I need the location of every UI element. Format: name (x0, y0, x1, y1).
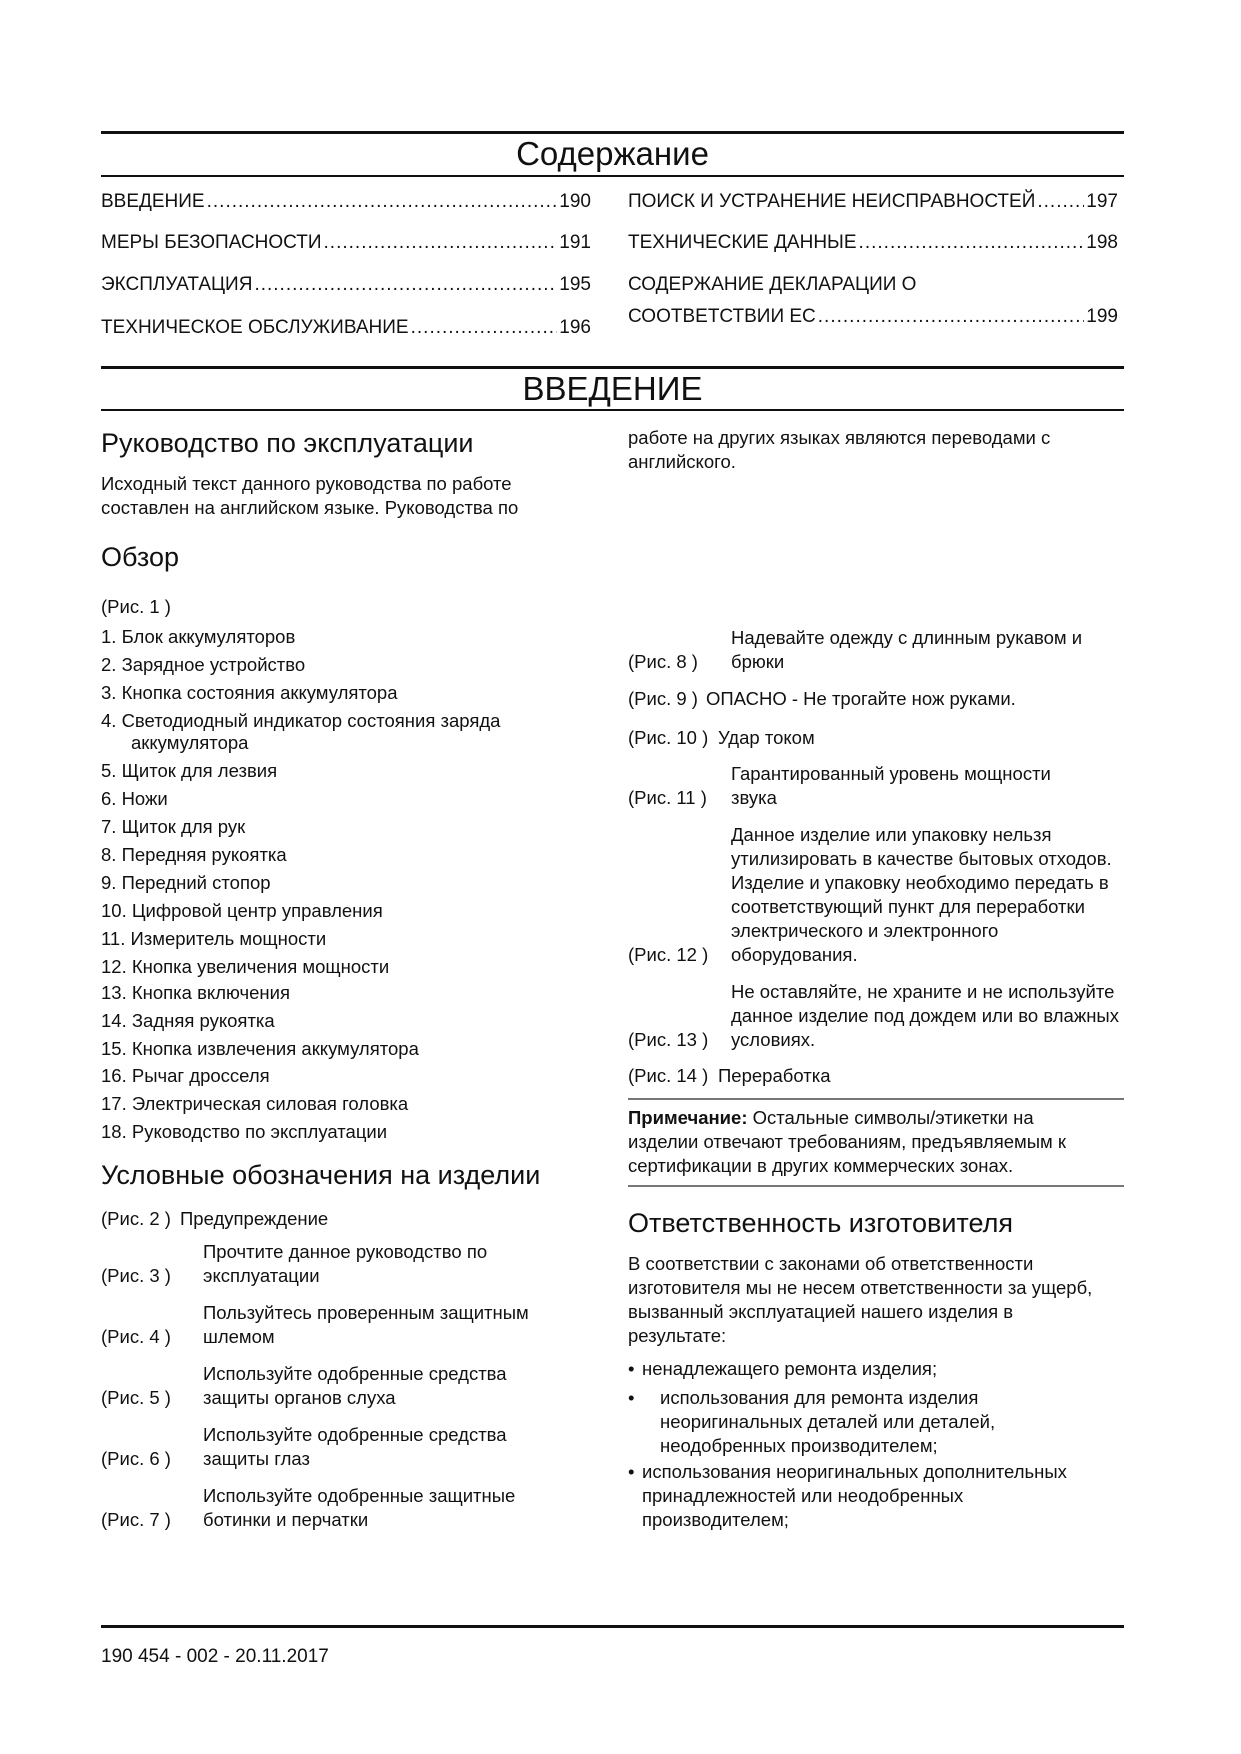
overview-figure-ref: (Рис. 1 ) (101, 596, 171, 617)
list-item: 7. Щиток для рук (101, 816, 246, 837)
symbol-ref: (Рис. 5 ) (101, 1387, 171, 1408)
list-item: 15. Кнопка извлечения аккумулятора (101, 1038, 419, 1059)
symbol-ref: (Рис. 12 ) (628, 944, 709, 965)
symbol-text: Данное изделие или упаковку нельзя утилизировать в качестве бытовых отходов. Изделие и упаковку необходимо передать в соответствующий пункт для переработки электрического и электронного оборудования. (731, 824, 1112, 965)
symbol-text: Не оставляйте, не храните и не используйте данное изделие под дождем или во влажных условиях. (731, 981, 1119, 1050)
list-item: аккумулятора (131, 732, 249, 753)
symbol-text: Используйте одобренные средства защиты органов слуха (203, 1363, 507, 1408)
symbol-text: Пользуйтесь проверенным защитным шлемом (203, 1302, 529, 1347)
symbol-ref: (Рис. 9 ) (628, 688, 698, 709)
toc-entry-safety[interactable]: МЕРЫ БЕЗОПАСНОСТИ ..... 191 (101, 231, 591, 255)
bullet-icon: • (628, 1387, 635, 1408)
list-item: 2. Зарядное устройство (101, 654, 306, 675)
list-item: 4. Светодиодный индикатор состояния заряда (101, 710, 501, 731)
list-item: 5. Щиток для лезвия (101, 760, 278, 781)
toc-title: Содержание (516, 135, 709, 172)
symbol-ref: (Рис. 13 ) (628, 1029, 709, 1050)
footer-doc-id: 190 454 - 002 - 20.11.2017 (101, 1646, 329, 1667)
toc-title-rule (101, 175, 1124, 177)
symbol-text: Используйте одобренные средства защиты глаз (203, 1424, 507, 1469)
toc-entry-declaration[interactable]: СООТВЕТСТВИИ ЕС ..... 199 (628, 305, 1118, 329)
symbol-ref: (Рис. 14 ) (628, 1065, 709, 1086)
intro-title-rule (101, 409, 1124, 411)
list-item: 10. Цифровой центр управления (101, 900, 383, 921)
symbol-ref: (Рис. 6 ) (101, 1448, 171, 1469)
note-top-rule (628, 1098, 1124, 1100)
list-item: ненадлежащего ремонта изделия; (642, 1358, 938, 1379)
list-item: 12. Кнопка увеличения мощности (101, 956, 390, 977)
toc-entry-technical-data[interactable]: ТЕХНИЧЕСКИЕ ДАННЫЕ ..... 198 (628, 231, 1118, 255)
list-item: 18. Руководство по эксплуатации (101, 1121, 388, 1142)
liability-text: В соответствии с законами об ответственности изготовителя мы не несем ответственности за ущерб, вызванный эксплуатацией нашего изделия в результате: (628, 1253, 1093, 1346)
list-item: 1. Блок аккумуляторов (101, 626, 296, 647)
list-item: использования неоригинальных дополнительных принадлежностей или неодобренных производителем; (642, 1461, 1067, 1530)
bullet-icon: • (628, 1461, 635, 1482)
list-item: 8. Передняя рукоятка (101, 844, 287, 865)
symbol-ref: (Рис. 7 ) (101, 1509, 171, 1530)
list-item: 3. Кнопка состояния аккумулятора (101, 682, 398, 703)
symbol-text: Прочтите данное руководство по эксплуатации (203, 1241, 488, 1286)
toc-entry-declaration-line1: СОДЕРЖАНИЕ ДЕКЛАРАЦИИ О (628, 274, 917, 295)
symbol-ref: (Рис. 8 ) (628, 651, 698, 672)
note (628, 1106, 1108, 1178)
list-item: 11. Измеритель мощности (101, 928, 327, 949)
bullet-icon: • (628, 1358, 635, 1379)
symbol-text: ОПАСНО - Не трогайте нож руками. (706, 688, 1016, 709)
intro-title: ВВЕДЕНИЕ (522, 370, 703, 407)
manual-heading: Руководство по эксплуатации (101, 428, 474, 458)
toc-entry-troubleshooting[interactable]: ПОИСК И УСТРАНЕНИЕ НЕИСПРАВНОСТЕЙ ..... 197 (628, 190, 1118, 214)
symbols-heading: Условные обозначения на изделии (101, 1160, 541, 1190)
list-item: 17. Электрическая силовая головка (101, 1093, 409, 1114)
symbol-text: Удар током (718, 727, 815, 748)
overview-heading: Обзор (101, 542, 179, 572)
symbol-ref: (Рис. 2 ) (101, 1208, 171, 1229)
note-bottom-rule (628, 1185, 1124, 1187)
manual-text-start: Исходный текст данного руководства по работе составлен на английском языке. Руководства по (101, 473, 519, 518)
list-item: 9. Передний стопор (101, 872, 271, 893)
list-item: использования для ремонта изделия неоригинальных деталей или деталей, неодобренных производителем; (660, 1387, 996, 1456)
symbol-text: Используйте одобренные защитные ботинки и перчатки (203, 1485, 516, 1530)
manual-text-continued: работе на других языках являются переводами с английского. (628, 427, 1051, 472)
toc-entry-introduction[interactable]: ВВЕДЕНИЕ ..... 190 (101, 190, 591, 214)
symbol-text: Предупреждение (180, 1208, 329, 1229)
note-text: Остальные символы/этикетки на изделии отвечают требованиям, предъявляемым к сертификации в других коммерческих зонах. (628, 1107, 1066, 1176)
liability-heading: Ответственность изготовителя (628, 1208, 1013, 1238)
symbol-ref: (Рис. 3 ) (101, 1265, 171, 1286)
symbol-ref: (Рис. 11 ) (628, 787, 707, 808)
list-item: 14. Задняя рукоятка (101, 1010, 275, 1031)
toc-entry-maintenance[interactable]: ТЕХНИЧЕСКОЕ ОБСЛУЖИВАНИЕ ..... 196 (101, 316, 591, 340)
symbol-text: Гарантированный уровень мощности звука (731, 763, 1051, 808)
symbol-text: Переработка (718, 1065, 831, 1086)
list-item: 6. Ножи (101, 788, 168, 809)
note-label: Примечание: (628, 1107, 748, 1128)
list-item: 16. Рычаг дросселя (101, 1065, 270, 1086)
symbol-text: Надевайте одежду с длинным рукавом и брюки (731, 627, 1083, 672)
symbol-ref: (Рис. 10 ) (628, 727, 709, 748)
symbol-ref: (Рис. 4 ) (101, 1326, 171, 1347)
footer-rule (101, 1625, 1124, 1628)
list-item: 13. Кнопка включения (101, 982, 290, 1003)
toc-entry-operation[interactable]: ЭКСПЛУАТАЦИЯ ..... 195 (101, 273, 591, 297)
